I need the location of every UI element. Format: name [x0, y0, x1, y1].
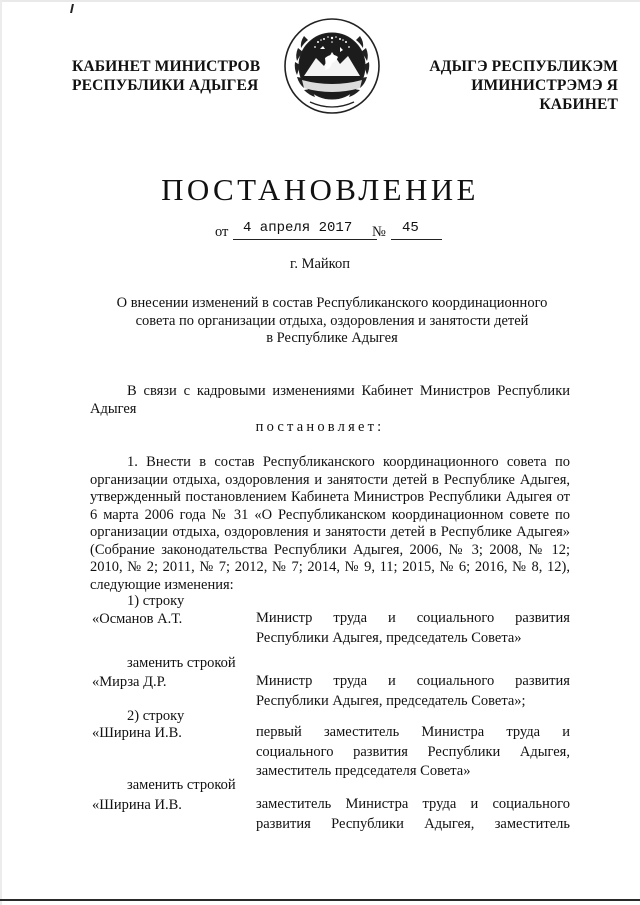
document-title: ПОСТАНОВЛЕНИЕ: [161, 172, 479, 207]
date-underline: [233, 239, 377, 240]
coat-of-arms-emblem: [280, 14, 384, 118]
position-line: Республики Адыгея, председатель Совета»: [256, 629, 522, 646]
document-date: 4 апреля 2017: [243, 220, 353, 236]
position-line: социального развития Республики Адыгея,: [256, 743, 570, 760]
document-subject: [95, 295, 569, 348]
issuer-adyghe-line: ИМИНИСТРЭМЭ Я КАБИНЕТ: [471, 77, 618, 113]
member-position: [256, 723, 570, 782]
issuer-adyghe-line: АДЫГЭ РЕСПУБЛИКЭМ: [429, 58, 618, 75]
city: г. Майкоп: [290, 256, 350, 272]
scan-mark: [70, 4, 74, 13]
preamble: В связи с кадровыми изменениями Кабинет Министров Республики Адыгея: [90, 383, 570, 417]
issuer-ru: [72, 57, 260, 95]
position-line: развития Республики Адыгея, заместитель: [256, 815, 570, 832]
page-bottom-edge: [0, 899, 640, 901]
subject-line: в Республике Адыгея: [266, 330, 398, 346]
replace-label: заменить строкой: [127, 655, 236, 671]
subject-line: совета по организации отдыха, оздоровления и занятости детей: [135, 312, 529, 329]
member-position: [256, 795, 570, 834]
member-name: «Османов А.Т.: [92, 611, 183, 627]
member-position: [256, 672, 570, 711]
replace-label: заменить строкой: [127, 777, 236, 793]
issuer-ru-line: КАБИНЕТ МИНИСТРОВ: [72, 58, 261, 75]
member-name: «Ширина И.В.: [92, 725, 182, 741]
issuer-ru-line: РЕСПУБЛИКИ АДЫГЕЯ: [72, 77, 259, 94]
position-line: первый заместитель Министра труда и: [256, 724, 570, 740]
number-underline: [391, 239, 442, 240]
number-label: №: [372, 224, 386, 240]
item-label: 2) строку: [127, 708, 185, 724]
issuer-adyghe: [393, 57, 618, 114]
member-position: [256, 609, 570, 648]
position-line: заместитель Министра труда и социального: [256, 796, 570, 812]
resolve-word: постановляет:: [255, 419, 385, 435]
scan-edge: [0, 0, 2, 905]
position-line: Министр труда и социального развития: [256, 610, 570, 626]
item-label: 1) строку: [127, 593, 185, 609]
position-line: Республики Адыгея, председатель Совета»;: [256, 692, 526, 709]
position-line: Министр труда и социального развития: [256, 673, 570, 689]
member-name: «Ширина И.В.: [92, 797, 182, 813]
date-prefix: от: [215, 224, 229, 240]
scan-edge: [0, 0, 640, 2]
document-number: 45: [402, 220, 419, 236]
member-name: «Мирза Д.Р.: [92, 674, 167, 690]
position-line: заместитель председателя Совета»: [256, 763, 471, 779]
clause-1: 1. Внести в состав Республиканского координационного совета по организации отдыха, оздоровления и занятости детей в Республике Адыгея, утвержденный постановлением Кабинета Министров Республики Адыгея от 6 марта 2006 года № 31 «О Республиканском координационном совете по организации отдыха, оздоровления и занятости детей в Республике Адыгея» (Собрание законодательства Республики Адыгея, 2006, № 3; 2008, № 12; 2010, № 2; 2011, № 7; 2012, № 7; 2014, № 9, 11; 2015, № 6; 2016, № 8, 12), следующие изменения:: [90, 454, 570, 593]
subject-line: О внесении изменений в состав Республиканского координационного: [116, 295, 548, 311]
